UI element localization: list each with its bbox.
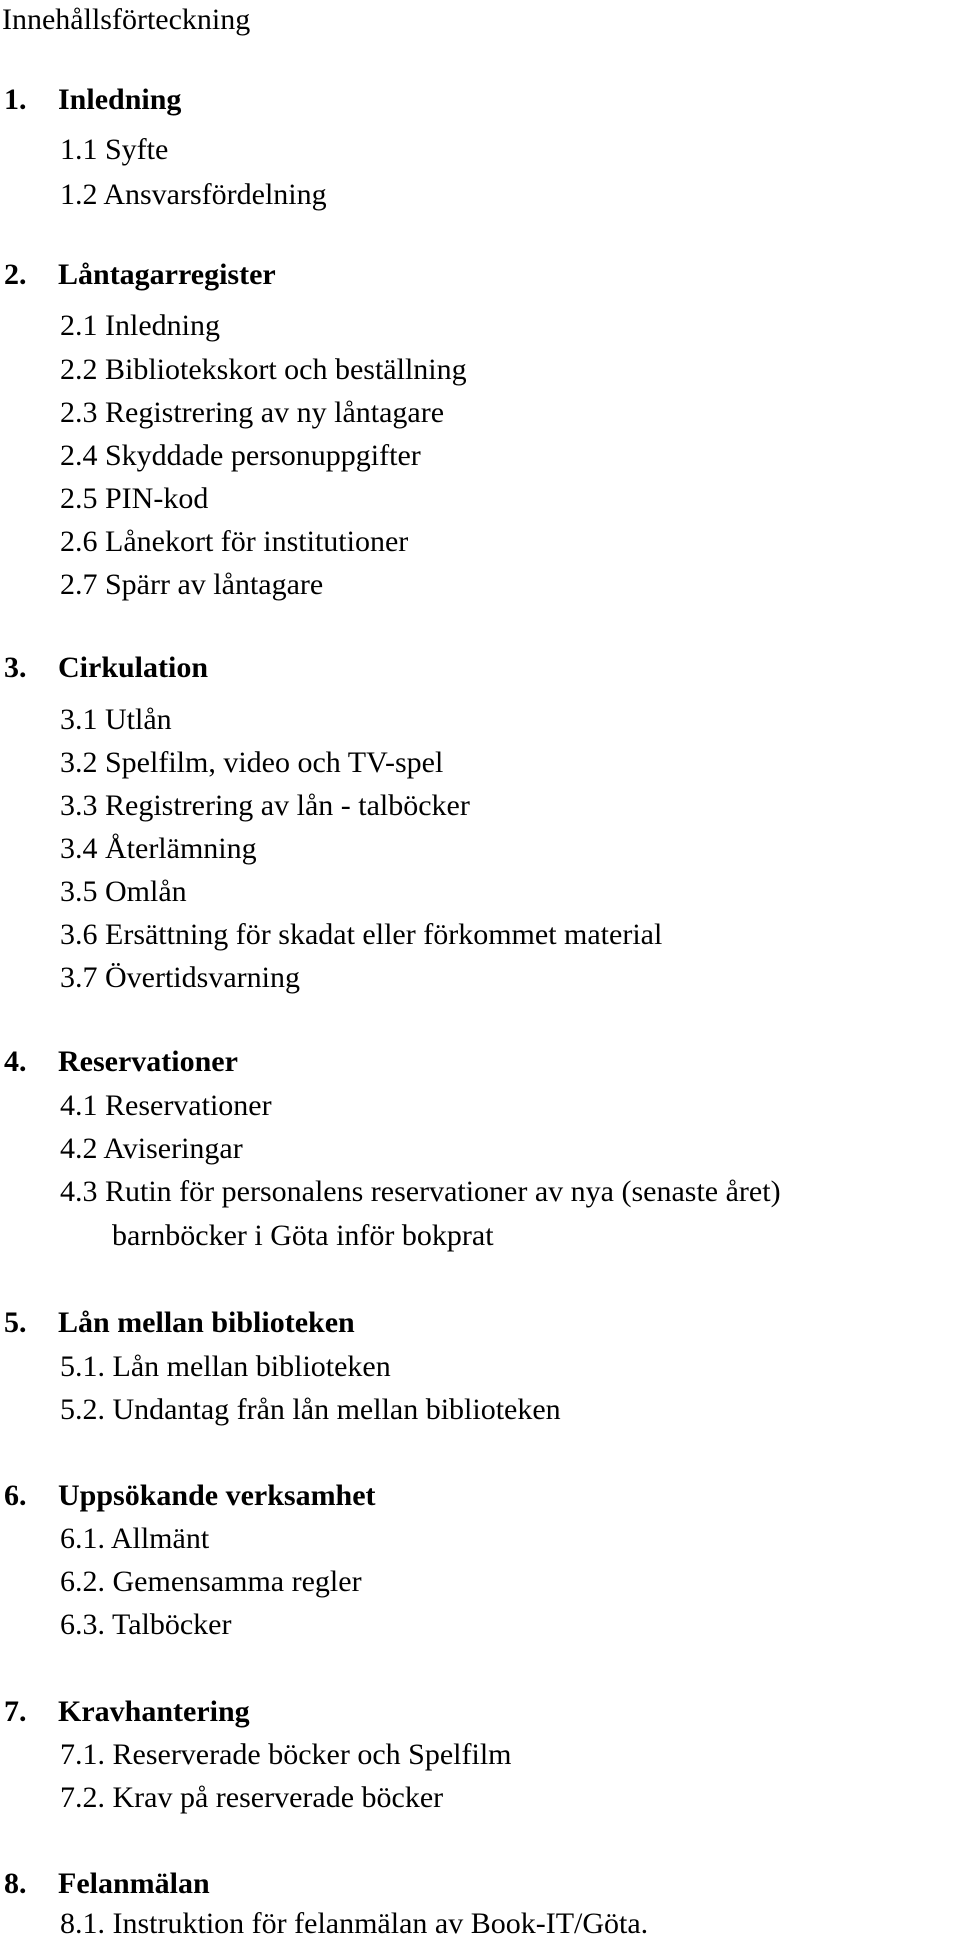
toc-entry: 3.3 Registrering av lån - talböcker <box>60 789 470 822</box>
toc-entry: 2.1 Inledning <box>60 309 220 342</box>
section-title: Inledning <box>58 83 182 116</box>
toc-entry: 1.1 Syfte <box>60 133 169 166</box>
section-heading-7 <box>4 1692 250 1732</box>
section-heading-5 <box>4 1303 355 1343</box>
section-number: 8. <box>4 1867 27 1900</box>
toc-entry: 3.1 Utlån <box>60 703 172 736</box>
section-heading-3 <box>4 648 208 688</box>
section-heading-6 <box>4 1476 376 1516</box>
section-title: Reservationer <box>58 1045 238 1078</box>
toc-entry: 4.3 Rutin för personalens reservationer av nya (senaste året) <box>60 1175 781 1208</box>
section-title: Lån mellan biblioteken <box>58 1306 355 1339</box>
section-heading-2 <box>4 255 276 295</box>
toc-entry: 5.2. Undantag från lån mellan biblioteken <box>60 1393 561 1426</box>
toc-entry: 2.3 Registrering av ny låntagare <box>60 396 445 429</box>
toc-entry: 6.1. Allmänt <box>60 1522 210 1555</box>
section-number: 7. <box>4 1695 27 1728</box>
section-number: 3. <box>4 651 27 684</box>
section-title: Låntagarregister <box>58 258 276 291</box>
toc-entry: 3.2 Spelfilm, video och TV-spel <box>60 746 444 779</box>
toc-entry: 3.7 Övertidsvarning <box>60 961 300 994</box>
toc-entry: 6.2. Gemensamma regler <box>60 1565 362 1598</box>
toc-entry: 5.1. Lån mellan biblioteken <box>60 1350 391 1383</box>
section-title: Kravhantering <box>58 1695 250 1728</box>
section-heading-8 <box>4 1864 210 1904</box>
toc-entry: 7.2. Krav på reserverade böcker <box>60 1781 444 1814</box>
toc-entry: 7.1. Reserverade böcker och Spelfilm <box>60 1738 512 1771</box>
toc-entry: 4.1 Reservationer <box>60 1089 272 1122</box>
section-number: 4. <box>4 1045 27 1078</box>
toc-entry: 2.2 Bibliotekskort och beställning <box>60 353 467 386</box>
section-number: 5. <box>4 1306 27 1339</box>
toc-entry: 6.3. Talböcker <box>60 1608 232 1641</box>
section-heading-1 <box>4 80 181 120</box>
toc-entry: 4.2 Aviseringar <box>60 1132 243 1165</box>
document-title: Innehållsförteckning <box>2 3 251 36</box>
toc-entry: 3.6 Ersättning för skadat eller förkommet material <box>60 918 663 951</box>
toc-entry: 1.2 Ansvarsfördelning <box>60 178 327 211</box>
section-number: 2. <box>4 258 27 291</box>
toc-entry: 3.5 Omlån <box>60 875 187 908</box>
toc-entry: 3.4 Återlämning <box>60 832 257 865</box>
toc-entry: 8.1. Instruktion för felanmälan av Book-IT/Göta. <box>60 1907 649 1940</box>
toc-entry: 2.6 Lånekort för institutioner <box>60 525 409 558</box>
section-title: Felanmälan <box>58 1867 210 1900</box>
section-number: 1. <box>4 83 27 116</box>
section-title: Cirkulation <box>58 651 209 684</box>
section-title: Uppsökande verksamhet <box>58 1479 376 1512</box>
toc-entry: 2.4 Skyddade personuppgifter <box>60 439 421 472</box>
toc-entry: 2.5 PIN-kod <box>60 482 209 515</box>
toc-entry: 2.7 Spärr av låntagare <box>60 568 324 601</box>
section-number: 6. <box>4 1479 27 1512</box>
section-heading-4 <box>4 1042 238 1082</box>
toc-entry-continuation: barnböcker i Göta inför bokprat <box>112 1219 494 1252</box>
